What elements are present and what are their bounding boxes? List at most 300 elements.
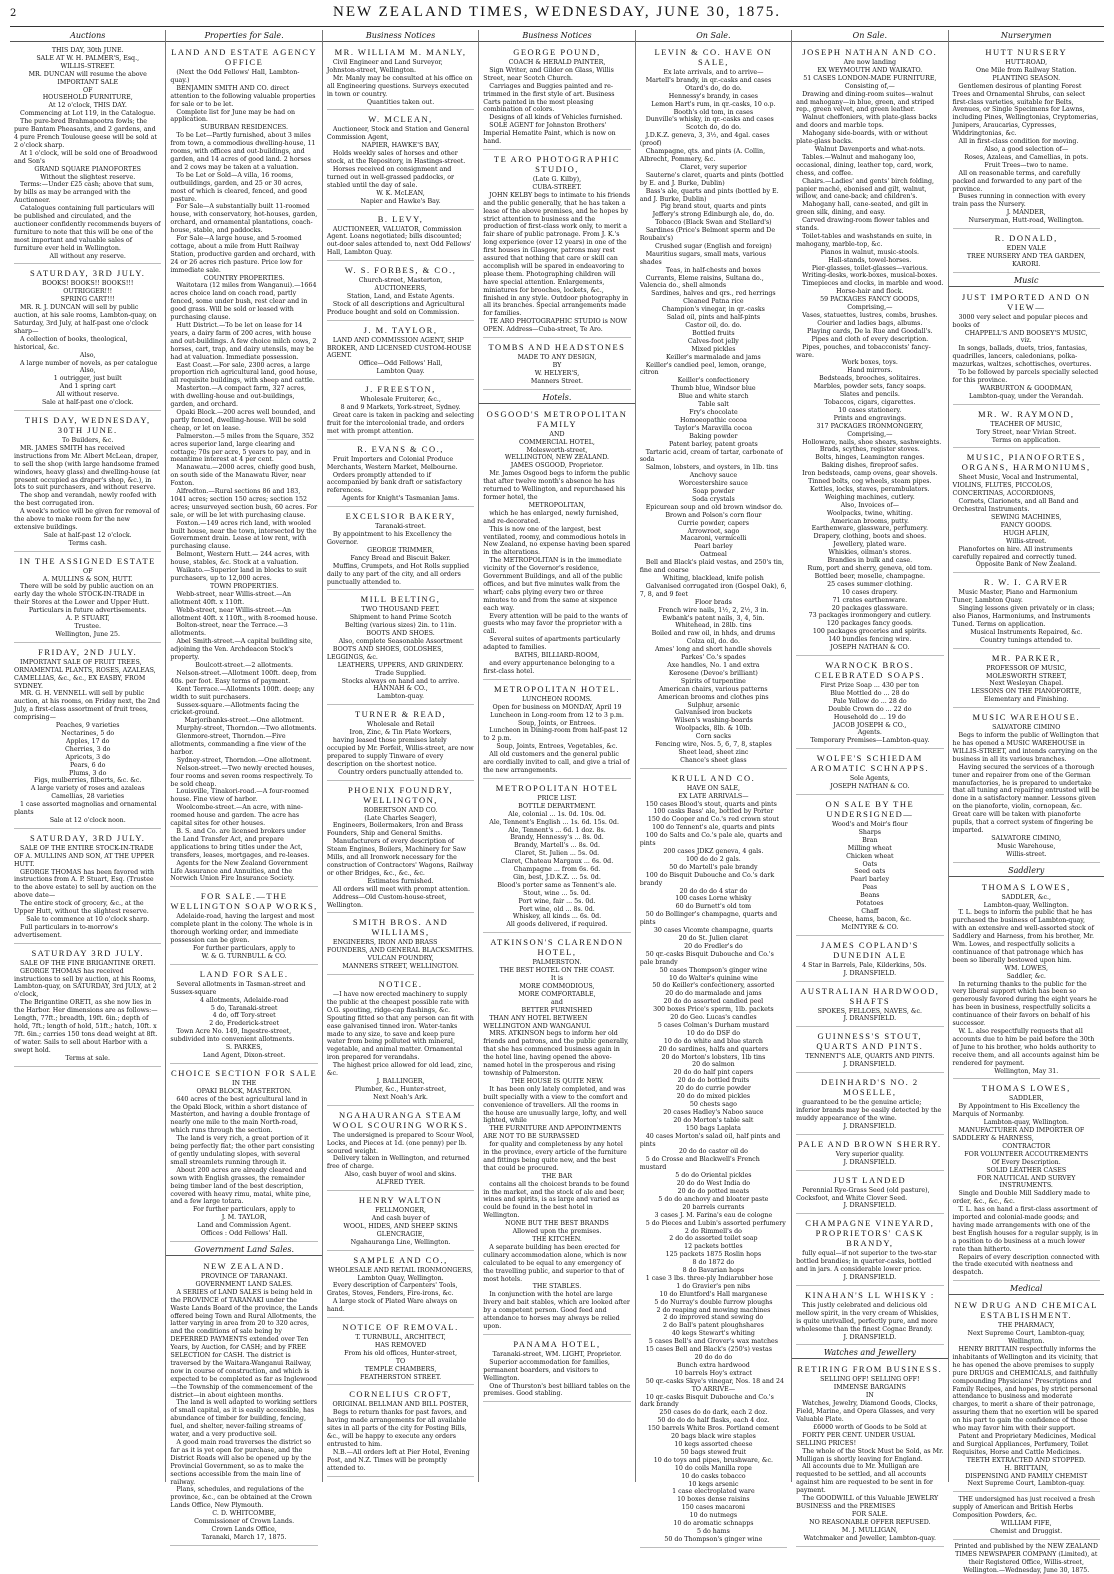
ad-text: Hall-stands, towel-horses. [828, 256, 912, 264]
ad-text: Ngahauranga Line, Wellington. [350, 1238, 451, 1246]
ad-text: Pipes and cloth of every description. [811, 335, 929, 343]
ad-text: Lambton Quay, Wellington. [357, 1274, 444, 1282]
ad-text: NONE BUT THE BEST BRANDS [505, 1220, 609, 1228]
ad-text: Courier and ladies bags, albums. [817, 319, 923, 327]
ad-text: Temporary Premises—Lambton-quay. [810, 737, 930, 745]
ad-text: Engineers, Boilermakers, Iron and Brass Founders, Ship and General Smiths. [326, 822, 464, 838]
ad-text: Galvanised corrugated iron (Gospel Oak), 6, 7, 8, and 9 feet [639, 582, 787, 598]
ad-text: Commissioner of Crown Lands. [194, 1518, 295, 1526]
ad-text: Of Every Description. [991, 1158, 1061, 1166]
advertisement [796, 658, 943, 749]
ad-text: 200 cases JDKZ geneva, 4 gals. [663, 848, 764, 855]
ad-text: 100 do Tennent's ale, quarts and pints [652, 824, 775, 832]
ad-text: Crown Lands Office, [211, 1525, 277, 1533]
advertisement [796, 797, 943, 936]
column-7 [949, 30, 1104, 1574]
ad-text: Stout, wine ... 5s. 0d. [523, 889, 591, 897]
ad-text: Blood's porter same as Tennent's ale. [497, 881, 617, 889]
ad-text: Hennessy's brandy, in cases [668, 92, 758, 100]
ad-title: HUTT NURSERY [985, 47, 1068, 57]
advertisement [14, 554, 161, 643]
ad-text: BOOKS! BOOKS!! BOOKS!!! [41, 280, 134, 288]
ad-title: JUST IMPORTED AND ON VIEW— [961, 291, 1091, 312]
ad-text: Earthenware, glassware, perfumery. [811, 525, 928, 533]
ad-text: J. DRANSFIELD. [843, 1061, 897, 1069]
ad-text: To Builders, &c. [62, 436, 114, 444]
ad-text: 20 do Morton's lobsters, 1lb tins [661, 1053, 766, 1061]
ad-text: Brandy, Martell's ... 8s. 0d. [514, 842, 600, 850]
ad-text: B. S. and Co. are licensed brokers under the Land Transfer Act, and prepare applications to bring titles under the Act, transfers, leases, mortgages, and re-leases. [170, 828, 310, 859]
ad-text: Blue and white starch [678, 393, 749, 401]
ad-text: All accounts due to Mr. Mulligan are requested to be settled, and all accounts against him are requested to be sent in for payment. [796, 1463, 933, 1495]
ad-text: Parkes' Co.'s spades [681, 654, 746, 662]
ad-text: The GOODWILL of this Valuable JEWELRY BUSINESS and the PREMISES [796, 1495, 939, 1510]
ad-text: having leased those premises lately occupied by Mr. Forfeit, Willis-street, are now prepared to supply Tinware of every description on the shortest notice. [326, 737, 474, 768]
section-heading: Auctions [10, 30, 165, 42]
ad-text: 20 do do mixed pickles [676, 1093, 751, 1101]
ad-text: Keiller's candied peel, lemon, orange, citron [639, 361, 767, 377]
section-heading: Saddlery [949, 865, 1104, 877]
ad-text: Every description of Carpenters' Tools, Grates, Stoves, Fenders, Fire-irons, &c. [326, 1282, 458, 1298]
section-heading: Business Notices [323, 30, 478, 42]
ad-text: C. D. WHITCOMBE, [212, 1510, 276, 1518]
ad-text: 5 do do Oriental pickles [675, 1172, 752, 1180]
ad-text: Kettles, locks, staves, perambulators. [810, 485, 930, 493]
ad-title: NEW ZEALAND. [203, 1260, 285, 1271]
ad-text: Castor oil, do. do. [685, 322, 742, 329]
ad-text: Potatoes [856, 900, 884, 908]
ad-text: 1 outrigger, just built [53, 375, 122, 383]
ad-text: Manawatu.—2000 acres, chiefly good bush, on south side of the Manawatu River, near Foxton. [170, 464, 316, 488]
ad-text: TO [395, 1357, 406, 1365]
ad-text: Mixed pickles [691, 345, 736, 353]
advertisement [796, 1288, 943, 1346]
ad-text: M. J. MULLIGAN, [841, 1526, 898, 1534]
ad-text: 50 qr.-casks Skye's vinegar, Nos. 18 and 24 [645, 1377, 784, 1385]
ad-text: Vases, statuettes, lustres, combs, brushes. [802, 312, 938, 319]
ad-text: Epicurean soup and old brown windsor do. [645, 503, 783, 511]
ad-text: W. K. McLEAN, [376, 189, 425, 197]
ad-text: Thumb blue, Windsor blue [671, 385, 756, 393]
ad-text: T. L. begs to inform the public that he has purchased the business of Lambton-quay, with an extensive and well-assorted stock of Saddlery and Harness, from his brother, Mr. Wm. Lowes, and respectfully solicits a continuance of that patronage which has been so liberally bestowed upon him. [952, 909, 1094, 964]
ad-text: Plans, schedules, and regulations of the province, &c., can be obtained at the Crown Lands Office, New Plymouth. [170, 1486, 312, 1510]
ad-text: Table salt [698, 401, 729, 409]
ad-text: for quality and completeness by any hotel in the province, every article of the furniture and fittings being quite new, and the best that could be procured. [483, 1141, 627, 1172]
ad-text: Musical Instruments Repaired, &c. [970, 628, 1083, 636]
advertisement [796, 984, 943, 1028]
ad-text: For further particulars, apply to [193, 944, 296, 952]
advertisement [327, 1320, 474, 1385]
ad-text: Next Supreme Court, Lambton-quay, [967, 1330, 1085, 1338]
ad-text: HAVE ON SALE, [686, 784, 740, 792]
ad-text: 2 do reaping and mowing machines [656, 1306, 771, 1314]
ad-text: which he has enlarged, newly furnished, and re-decorated. [483, 509, 619, 525]
advertisement [796, 1362, 943, 1546]
ad-text: Lambton-quay, under the Verandah. [968, 392, 1084, 400]
ad-text: Sale at half-past one o'clock. [41, 399, 134, 407]
ad-text: Bottled beer, moselle, champagne. [814, 572, 926, 580]
ad-text: All without reserve. [56, 391, 120, 399]
ad-text: Sulphur, arsenic [687, 701, 740, 709]
ad-text: All without any reserve. [49, 252, 126, 260]
ad-title: LEVIN & CO. HAVE ON SALE, [654, 47, 773, 67]
ad-text: Having secured the services of a thorough tuner and repairer from one of the German manufactories, he is prepared to undertake that all tuning and repairing entrusted will be done in a satisfactory manner. Lessons given on the pianoforte, violin, cornopean, &c. Great care will be taken with pianoforte pupils, that a correct system of fingering be imparted. [952, 763, 1100, 834]
ad-title: B. LEVY, [377, 213, 424, 224]
ad-text: HANNAH & CO., [373, 685, 428, 693]
ad-title: MR. W. RAYMOND, [977, 408, 1075, 419]
ad-title: FOR SALE.—THE WELLINGTON SOAP WORKS, [170, 891, 318, 912]
ad-text: Also, a good selection of— [984, 145, 1069, 153]
ad-text: American brooms, putty. [830, 517, 909, 525]
ad-text: CHAPPELL'S AND BOOSEY'S MUSIC, [964, 329, 1088, 337]
ad-title: DEINHARD'S NO. 2 MOSELLE, [821, 1077, 919, 1098]
ad-text: Comprising,— [847, 430, 893, 438]
ad-text: 10 cases drapery. [841, 588, 898, 596]
ad-text: Soup, Joints, Entrees, Vegetables, &c. [496, 743, 618, 751]
ad-text: 2 do do assorted toilet soap [669, 1235, 758, 1243]
ad-text: Rum, port and sherry, geneva, old tom. [807, 565, 933, 572]
ad-text: Manufacturers of every description of Steam Engines, Boilers, Machinery for Saw Mills, and all Ironwork necessary for the construction of Contractors' Wagons, Railway or other Bridges, &c., &c., &c. [326, 838, 474, 877]
ad-text: Otard's do, do do. [684, 84, 742, 92]
ad-text: Muffins, Crumpets, and Hot Rolls supplied daily to any part of the city, and all orders punctually attended to. [326, 562, 470, 586]
ad-text: 1 case assorted magnolias and ornamental plants [14, 801, 157, 817]
ad-text: 20 do do potted meats [677, 1187, 750, 1195]
column-4 [479, 30, 635, 1482]
ad-text: Buses running in connection with every train pass the Nursery. [952, 193, 1086, 209]
ad-text: Fry's chocolate [689, 408, 738, 416]
ad-text: GOVERNMENT LAND SALES. [195, 1280, 293, 1288]
ad-text: PRICE LIST. [537, 794, 577, 802]
ad-text: Macaroni, vermicelli [680, 535, 747, 543]
advertisement [327, 1387, 474, 1476]
ad-text: EX LATE ARRIVALS— [678, 792, 749, 800]
ad-text: Pianos in walnut, music-stools. [820, 248, 920, 256]
ad-text: THE PHARMACY, [998, 1322, 1055, 1330]
ad-text: Agents for the New Zealand Government Life Assurance and Annuities, and the Norwich Union Fire Insurance Society. [170, 859, 308, 883]
ad-title: R. EVANS & CO., [357, 443, 444, 454]
ad-text: THE HOUSE IS QUITE NEW. [510, 1077, 604, 1085]
ad-title: PALE AND BROWN SHERRY. [798, 1138, 942, 1149]
ad-text: WARBURTON & GOODMAN, [979, 384, 1073, 392]
section-heading: Business Notices [479, 30, 634, 42]
advertisement [14, 946, 161, 1067]
ad-title: JOSEPH NATHAN AND CO. [802, 47, 938, 57]
section-heading: Nurserymen [949, 30, 1104, 42]
ad-text: Whiskey, all kinds ... 6s. 0d. [512, 913, 602, 921]
ad-text: Next Wesleyan Chapel. [989, 680, 1064, 688]
ad-text: Sussex-square.—Allotments facing the cricket-ground. [170, 701, 300, 717]
column-3 [323, 30, 479, 1482]
ad-text: 10 kegs arsenic [688, 1480, 739, 1488]
ad-text: FOR NAUTICAL AND SURVEY INSTRUMENTS. [977, 1174, 1076, 1190]
ad-text: 20 do do currie powder [675, 1085, 751, 1093]
ad-text: Pearl barley [850, 876, 890, 884]
ad-title: W. MCLEAN, [368, 114, 433, 125]
advertisement [327, 1108, 474, 1191]
ad-text: Dunville's whisky, in qr.-casks and cases [645, 116, 774, 124]
ad-text: 50 do Martell's pale brandy [669, 863, 758, 871]
ad-text: Repairs of every description connected with the trade executed with neatness and despatch. [952, 1253, 1100, 1277]
ad-text: Ex late arrivals, and to arrive— [663, 69, 764, 76]
ad-text: Watchmaker and Jeweller, Lambton-quay. [803, 1534, 936, 1542]
ad-text: Fruit Trees—two to name. [984, 161, 1069, 169]
ad-text: 10 do casks tobacco [681, 1472, 746, 1480]
ad-text: 20 bags black wire staples [670, 1433, 756, 1441]
ad-text: Homoeopathic cocoa [679, 416, 747, 424]
ad-text: Brandies in bulk and case. [827, 557, 913, 565]
ad-text: 150 bags Laplata [685, 1124, 741, 1132]
ad-text: THE KITCHEN. [532, 1236, 582, 1243]
ad-text: Prints and engravings. [833, 414, 907, 422]
ad-text: American chairs, various patterns [659, 685, 768, 693]
column-6 [792, 30, 948, 1542]
ad-text: American brooms and clothes pins [658, 693, 769, 701]
ad-text: Singing lessons given privately or in class; also Pianos, Harmoniums, and Instruments Tuned. Terms on application. [952, 605, 1095, 628]
ad-text: PROFESSOR OF MUSIC, [986, 664, 1067, 672]
ad-text: Taranaki-street, WM. LIGHT, Proprietor. [492, 1350, 622, 1358]
ad-text: Very superior quality. [835, 1150, 904, 1158]
ad-title: CORNELIUS CROFT, [349, 1389, 452, 1400]
ad-text: MR. JAMES SMITH has received instructions from Mr. Albert McLean, draper, to sell the shop (with large handsome framed windows, heavy glass) and dwelling-house (at present occupied as draper's shop, &c.), in lots to suit purchasers, and without reserve. [14, 444, 161, 492]
ad-text: GLENCRAGIE, [376, 1230, 425, 1238]
ad-title: MUSIC WAREHOUSE. [972, 712, 1080, 723]
ad-text: COACH & HERALD PAINTER, [508, 59, 606, 66]
ad-text: WHOLESALE AND RETAIL IRONMONGERS, [328, 1266, 473, 1274]
ad-title: SATURDAY, 3RD JULY. [30, 268, 146, 279]
ad-text: The undersigned is prepared to Scour Wool, Locks, and Pieces at 1d. (one penny) per lb. scoured weight. [326, 1131, 475, 1155]
ad-text: Toilet-tables and washstands en suite, in mahogany, marble-top, &c. [796, 232, 932, 248]
ad-text: BOTTLE DEPARTMENT. [518, 802, 596, 810]
advertisement [953, 575, 1100, 648]
advertisement [796, 1216, 943, 1286]
ad-text: Floor brads [694, 598, 732, 606]
ad-text: 8 do Bavarian hops [682, 1267, 745, 1275]
ad-text: 640 acres of the best agricultural land in the Opaki Block, within a short distance of Masterton, and having a double frontage of nearly one mile to the main North-road, which runs through the section. [170, 1095, 310, 1135]
ad-text: JOHN KELBY begs to intimate to his friends and the public generally, that he has taken a lease of the above premises, and he hopes by strict attention to business and the production of first-class work only, to merit a fair share of public patronage. From J. K.'s long experience (over 12 years) in one of the first houses in Glasgow, patrons may rest assured that nothing that care or skill can accomplish will be spared in endeavoring to please them. Photographing children will have special attention. Enlargements, miniatures for brooches, lockets, &c., finished in any style. Outdoor photography in all its branches. Special arrangements made for families. [483, 191, 631, 318]
ad-text: TEETH EXTRACTED AND STOPPED. [966, 1456, 1086, 1464]
ad-text: 1 case 3 lbs. three-ply Indiarubber hose [645, 1274, 774, 1282]
ad-text: Walnut cheffoniers, with plate-glass backs and doors and marble tops. [796, 114, 937, 130]
ad-text: EDEN VALE [1006, 245, 1046, 253]
ad-text: FOR SALE. [851, 1510, 888, 1518]
ad-text: Quantities taken out. [366, 98, 435, 106]
ad-text: SALVATORE CIMINO [992, 724, 1061, 732]
ad-text: 20 do do marmalade and jams [665, 990, 762, 998]
ad-text: Walnut Davenports and what-nots. [814, 145, 926, 153]
ad-text: 100 cases Lorne whisky [675, 895, 752, 903]
advertisement [953, 1081, 1100, 1281]
ad-text: 2 do improved stand sewing do [663, 1314, 764, 1322]
ad-title: ATKINSON'S CLARENDON HOTEL, [490, 937, 624, 958]
ad-text: JOSEPH NATHAN & CO. [830, 783, 910, 791]
ad-text: 73 packages ironmongery and cutlery. [808, 612, 931, 620]
ad-text: FORTY PER CENT. UNDER USUAL SELLING PRICES! [796, 1431, 916, 1447]
ad-text: 150 barrels White Bros. Portland cement [647, 1425, 779, 1433]
ad-text: Oats [862, 860, 878, 868]
advertisement [170, 45, 317, 887]
ad-text: Taranaki-street. [375, 523, 426, 531]
ad-text: Apricots, 3 do [65, 753, 110, 761]
ad-text: Boiled and raw oil, in hhds, and drums [651, 630, 776, 638]
ad-text: All old customers and the general public are cordially invited to call, and give a trial of the new arrangements. [483, 751, 630, 774]
ad-text: Opaki Block.—200 acres well bounded, and partly fenced, dwelling-house. Will be sold cheap, or let on lease. [170, 408, 316, 432]
ad-text: TO ARRIVE— [691, 1385, 736, 1393]
advertisement [14, 831, 161, 944]
ad-text: METROPOLITAN, [528, 501, 586, 509]
ad-text: Currants, Eleme raisins, Sultana do., Valencia do., shell almonds [639, 274, 764, 290]
ad-text: Fencing wire, Nos. 5, 6, 7, 8, staples [655, 741, 772, 749]
ad-text: Camellias, 28 varieties [51, 793, 125, 801]
ad-text: The Brigantine ORETI, as she now lies in the Harbor. Her dimensions are as follows:—Length, 77ft.; breadth, 19ft. 6in.; depth of hold, 7ft.; length of hold, 51ft.; hatch, 10ft. x 7ft. 6in.; carries 150 tons dead weight at 8ft. of water. Sails to sell about Harbor with a swept hold. [14, 999, 158, 1054]
ad-text: SPOKES, FELLOES, NAVES, &c. [817, 1007, 923, 1015]
advertisement [953, 710, 1100, 862]
ad-text: Luncheon in Long-room from 12 to 3 p.m. [490, 711, 624, 719]
ad-text: 71 crates earthenware. [832, 596, 908, 604]
ad-text: Every attention will be paid to the wants of guests who may favor the proprietor with a call. [483, 612, 628, 636]
ad-text: 10 do nutmegs [689, 1512, 738, 1520]
ad-text: 5 do do anchovy and bloater paste [658, 1195, 769, 1203]
ad-text: 10 barrels Hoy's extract [674, 1369, 753, 1377]
ad-text: Without the slightest reserve. [40, 173, 136, 181]
ad-text: Glenmore-street, Thorndon.—Five allotments, commanding a fine view of the harbor. [170, 733, 307, 756]
ad-text: GEORGE THOMAS has been favored with instructions from A. P. Stuart, Esq. (Trustee to the above estate) to sell by auction on the above date— [14, 868, 157, 900]
ad-title: LAND FOR SALE. [199, 968, 289, 979]
ad-text: 100 do Bisquit Dubouche and Co.'s dark brandy [639, 871, 775, 887]
ad-text: Bran [862, 836, 878, 844]
ad-text: ALFRED TYER. [375, 1179, 426, 1187]
ad-text: HUTT-ROAD, [1005, 59, 1048, 66]
advertisement [170, 1066, 317, 1242]
ad-text: A large variety of roses and azaleas [30, 785, 145, 793]
ad-text: 50 cases Thompson's ginger wine [659, 966, 768, 974]
ad-text: This justly celebrated and delicious old mellow spirit, in the very cream of Whiskies, is quite unrivalled, perfectly pure, and more wholesome than the finest Cognac Brandy. [796, 1301, 939, 1333]
ad-text: LEATHERS, UPPERS, AND GRINDERY. [337, 661, 464, 669]
ad-title: W. S. FORBES, & CO., [344, 265, 457, 276]
ad-text: Plums, 3 do [69, 769, 107, 777]
ad-text: 3 cases J. M. Farina's eau de cologne [654, 1211, 773, 1219]
ad-text: SALVATORE CIMINO, [991, 834, 1062, 842]
ad-text: Chance's sheet glass [680, 756, 747, 764]
advertisement [14, 413, 161, 552]
ad-text: Iron bedsteads, camp ovens, gear shovels. [802, 470, 938, 478]
advertisement [953, 880, 1100, 1080]
ad-text: IN [865, 1392, 874, 1400]
ad-text: Pipes, pouches, and tobacconists' fancy-ware. [796, 343, 931, 359]
ad-text: £6000 worth of Goods to be Sold at [813, 1423, 927, 1431]
ad-text: McINTYRE & CO. [841, 923, 899, 931]
ad-title: METROPOLITAN HOTEL. [493, 683, 620, 694]
ad-title: PHOENIX FOUNDRY, WELLINGTON, [348, 784, 454, 805]
ad-text: (Late Charles Seager), [364, 814, 437, 822]
advertisement [483, 407, 630, 680]
ad-text: LAND AND COMMISSION AGENT, SHIP BROKER, AND LICENSED CUSTOM-HOUSE AGENT. [326, 336, 472, 360]
ad-text: VULCAN FOUNDRY, [367, 955, 434, 963]
ad-text: Commencing at Lot 119, in the Catalogue. [20, 110, 156, 118]
ad-text: J. DRANSFIELD. [843, 1158, 897, 1166]
ad-text: MANUFACTURER AND IMPORTER OF SADDLERY & HARNESS, [952, 1127, 1085, 1142]
ad-title: NOTICE OF REMOVAL. [342, 1322, 459, 1333]
ad-text: Taranaki, March 17, 1875. [201, 1533, 287, 1541]
ad-text: 20 do Geo. Lucas's candles [670, 1014, 757, 1022]
ad-text: IMPORTANT SALE OF FRUIT TREES, ORNAMENTAL PLANTS, ROSES, AZALEAS, CAMELLIAS, &c., &c., EX EASBY, FROM SYDNEY. [14, 658, 156, 690]
ad-title: TOMBS AND HEADSTONES [488, 342, 626, 353]
ad-text: DISPENSING AND FAMILY CHEMIST [965, 1472, 1088, 1480]
ad-text: 140 bundles fencing wire. [828, 636, 912, 644]
ad-title: WOLFE'S SCHIEDAM AROMATIC SCHNAPPS. [810, 753, 930, 774]
ad-text: 15 cases Bell and Black's (250's) vestas [645, 1346, 773, 1354]
ad-text: 1 case electroplated ware [672, 1488, 755, 1496]
ad-text: FANCY GOODS. [1000, 521, 1052, 529]
ad-text: 50 qr.-casks Bisquit Dubouche and Co.'s pale brandy [639, 950, 774, 966]
ad-text: TWO THOUSAND FEET. [361, 606, 440, 614]
ad-text: East Coast.—For sale, 2300 acres, a large proportion rich agricultural land, good house, all requisite buildings, with sheep and cattle. [170, 361, 318, 385]
ad-text: Also, [79, 367, 96, 375]
ad-text: 20 cases Hadley's Naboo sauce [663, 1108, 764, 1116]
ad-text: Patent and Proprietary Medicines, Medical and Surgical Appliances, Perfumery, Toilet Requisites, Horse and Cattle Medicines. [952, 1432, 1096, 1456]
ad-title: RETIRING FROM BUSINESS. [797, 1364, 943, 1375]
ad-text: 20 do St. Julien claret [678, 934, 749, 942]
advertisement [327, 112, 474, 209]
ad-text: Holloware, nails, shoe shears, sashweights. [802, 438, 942, 446]
advertisement [796, 1137, 943, 1171]
ad-text: Mr. Manly may be consulted at his office on all Engineering questions. Surveys executed in town or country. [326, 74, 473, 98]
ad-text: Baking dishes, fireproof safes. [821, 462, 919, 470]
ad-text: Abel Smith-street.—A capital building site, adjoining the Ven. Archdeacon Stock's property. [170, 638, 313, 662]
ad-text: To be Let—Partly furnished, about 3 miles from town, a commodious dwelling-house, 11 rooms, with offices and out-buildings, and garden, and 14 acres of good land. 2 horses and 2 cows may be taken at a valuation. [170, 132, 316, 171]
ad-text: Willis-street. [1005, 537, 1047, 545]
ad-text: Offices : Odd Fellows' Hall. [200, 1230, 288, 1238]
ad-title: ON SALE BY THE UNDERSIGNED— [825, 799, 915, 820]
ad-text: BY [552, 362, 562, 369]
ad-text: Woolcombe-street.—An acre, with nine-roomed house and garden. The acre has capital sites for other houses. [170, 804, 303, 828]
ad-text: 150 cases macaroni [681, 1504, 746, 1512]
ad-text: It is [550, 975, 564, 983]
ad-text: 20 do do do [694, 1354, 733, 1361]
ad-text: One Mile from Railway Station. [975, 66, 1077, 74]
ad-text: THE undersigned has just received a fresh supply of American and British Herbs Composition Powders, &c. [952, 1496, 1096, 1520]
advertisement [327, 323, 474, 381]
page-number-left: 2 [10, 8, 17, 19]
ad-text: Nectarines, 5 do [61, 729, 115, 737]
ad-text: BETTER FURNISHED [521, 1006, 593, 1014]
ad-title: PANAMA HOTEL, [513, 1338, 601, 1349]
column-2 [166, 30, 322, 1541]
ad-text: MORE COMFORTABLE, [518, 990, 596, 998]
section-heading: On Sale. [792, 30, 947, 42]
ad-text: 250 cases do do dark, each 2 doz. [659, 1409, 768, 1417]
masthead [10, 4, 1104, 27]
ad-text: NAPIER, HAWKE'S BAY, [361, 142, 440, 150]
ad-text: 4 Star in Barrels, Pale, Kilderkins, 50s. [802, 961, 927, 969]
ad-text: 50 do Bollinger's champagne, quarts and pints [639, 911, 778, 927]
ad-text: Ale, Tennent's ... 6d. 1 doz. 8s. [508, 826, 606, 834]
ad-title: LAND AND ESTATE AGENCY OFFICE [171, 47, 318, 67]
ad-text: Consisting of,— [844, 82, 895, 90]
section-heading: Watches and Jewellery [792, 1347, 947, 1359]
ad-text: Double Crown do ... 22 do [828, 705, 912, 713]
ad-text: Pearl barley [694, 543, 733, 551]
ad-text: Calves-foot jelly [687, 337, 739, 345]
ad-text: Bolton-street, near the Terrace.—3 allotments. [170, 622, 288, 638]
ad-text: The highest price allowed for old lead, zinc, &c. [326, 1062, 473, 1078]
ad-text: Peas [862, 884, 878, 892]
ad-text: Bottled fruits [692, 329, 735, 337]
ad-text: Murphy-street, Thorndon.—Two allotments. [176, 725, 317, 733]
advertisement [796, 1029, 943, 1073]
ad-title: JAMES COPLAND'S DUNEDIN ALE [820, 939, 919, 960]
ad-text: And 1 spring cart [59, 383, 116, 391]
ad-text: 8 and 9 Markets, York-street, Sydney. [340, 404, 461, 412]
